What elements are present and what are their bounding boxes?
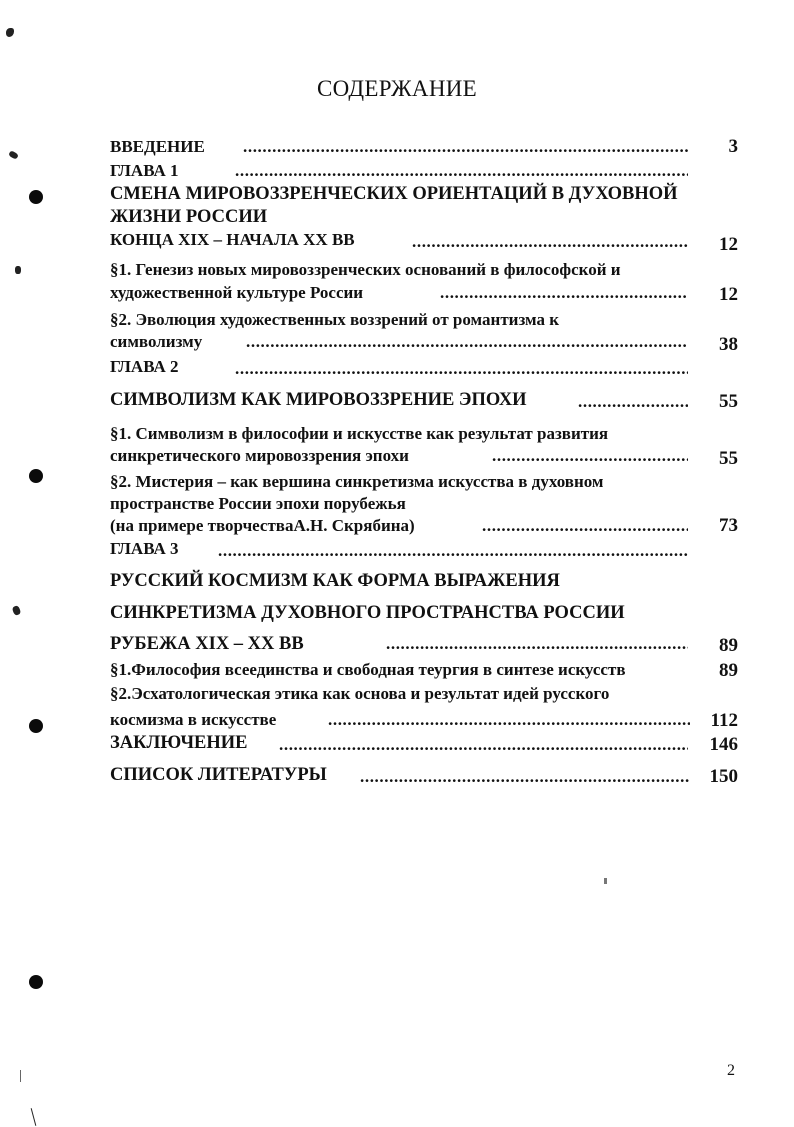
toc-ch3-section2-line2: космизма в искусстве [110,710,277,729]
toc-chapter2-title: СИМВОЛИЗМ КАК МИРОВОЗЗРЕНИЕ ЭПОХИ [110,390,527,410]
toc-ch3-section1-page: 89 [719,660,738,681]
toc-ch2-section1-page: 55 [719,448,738,469]
toc-ch1-section1-line1: §1. Генезиз новых мировоззренческих оснований в философской и [110,260,621,279]
toc-ch1-section2-line2: символизму [110,332,203,351]
toc-leader-dots [386,634,688,654]
toc-leader-dots [246,332,688,352]
toc-leader-dots [492,446,688,466]
toc-bibliography-label: СПИСОК ЛИТЕРАТУРЫ [110,765,327,785]
toc-leader-dots [218,541,688,561]
toc-chapter1-title-line1: СМЕНА МИРОВОЗЗРЕНЧЕСКИХ ОРИЕНТАЦИЙ В ДУХОВНОЙ [110,184,678,204]
toc-ch3-section2-line1: §2.Эсхатологическая этика как основа и результат идей русского [110,684,610,703]
toc-ch2-section2-line3: (на примере творчестваА.Н. Скрябина) [110,516,415,535]
toc-chapter3-title-line3: РУБЕЖА XIX – XX ВВ [110,634,304,654]
scan-speck [6,28,14,37]
binder-hole-3 [29,719,43,733]
toc-ch1-section2-line1: §2. Эволюция художественных воззрений от романтизма к [110,310,560,329]
toc-leader-dots [578,392,688,412]
toc-leader-dots [235,161,688,181]
toc-bibliography-page: 150 [709,766,738,787]
toc-leader-dots [360,767,690,787]
toc-leader-dots [243,137,688,157]
scan-scratch [20,1070,21,1082]
binder-hole-1 [29,190,43,204]
scan-speck [12,605,22,616]
toc-chapter1-title-line3: КОНЦА XIX – НАЧАЛА XX ВВ [110,230,355,249]
toc-leader-dots [328,710,690,730]
toc-chapter2-heading: ГЛАВА 2 [110,357,179,376]
toc-chapter3-title-line1: РУССКИЙ КОСМИЗМ КАК ФОРМА ВЫРАЖЕНИЯ [110,571,560,591]
page-title: СОДЕРЖАНИЕ [316,76,477,101]
scan-speck [604,878,607,884]
toc-leader-dots [235,359,688,379]
toc-ch1-section1-line2: художественной культуре России [110,283,364,302]
toc-ch2-section2-line2: пространстве России эпохи порубежья [110,494,406,513]
toc-intro-label: ВВЕДЕНИЕ [110,137,205,156]
toc-chapter3-heading: ГЛАВА 3 [110,539,179,558]
toc-conclusion-label: ЗАКЛЮЧЕНИЕ [110,733,248,753]
toc-ch3-section1-line1: §1.Философия всеединства и свободная теургия в синтезе искусств [110,660,626,679]
toc-ch2-section2-line1: §2. Мистерия – как вершина синкретизма искусства в духовном [110,472,604,491]
page-number: 2 [727,1062,735,1079]
toc-leader-dots [412,232,688,252]
toc-chapter1-page: 12 [719,234,738,255]
scan-speck [8,150,19,160]
toc-ch2-section1-line2: синкретического мировоззрения эпохи [110,446,409,465]
binder-hole-4 [29,975,43,989]
toc-ch1-section2-page: 38 [719,334,738,355]
binder-hole-2 [29,469,43,483]
toc-ch3-section2-page: 112 [710,710,738,731]
scan-speck [15,266,21,274]
toc-conclusion-page: 146 [709,734,738,755]
toc-intro-page: 3 [728,136,738,157]
toc-ch1-section1-page: 12 [719,284,738,305]
scan-scratch [31,1108,37,1126]
toc-chapter2-page: 55 [719,391,738,412]
toc-leader-dots [440,283,688,303]
toc-chapter1-title-line2: ЖИЗНИ РОССИИ [110,207,268,227]
toc-chapter3-page: 89 [719,635,738,656]
toc-chapter1-heading: ГЛАВА 1 [110,161,179,180]
toc-leader-dots [482,516,688,536]
toc-ch2-section1-line1: §1. Символизм в философии и искусстве как результат развития [110,424,609,443]
toc-ch2-section2-page: 73 [719,515,738,536]
toc-leader-dots [279,735,688,755]
toc-chapter3-title-line2: СИНКРЕТИЗМА ДУХОВНОГО ПРОСТРАНСТВА РОССИИ [110,603,625,623]
